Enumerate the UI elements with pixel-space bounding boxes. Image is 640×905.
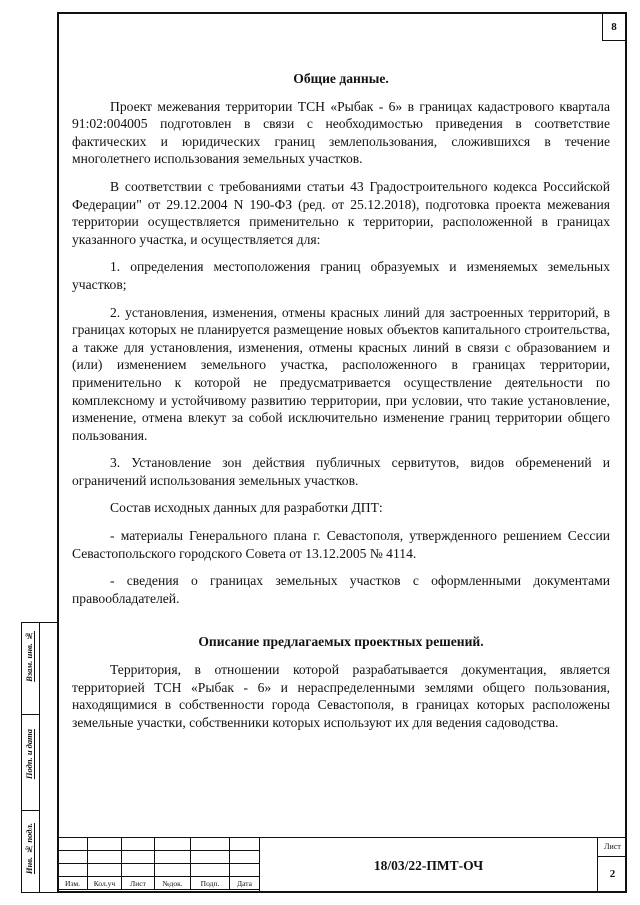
paragraph: Территория, в отношении которой разрабатывается документация, является территорией ТСН «Рыбак - 6» и нераспределенными землями общего пользования, находящимися в собственности города Севастополя, в границах которых расположены земельные участки, собственники которых используют их для ведения садоводства. [72,662,610,730]
title-block [57,837,627,893]
col-label: Лист [122,877,155,890]
revision-table [57,837,260,890]
document-code: 18/03/22-ПМТ-ОЧ [259,837,597,893]
section-title-proposals: Описание предлагаемых проектных решений. [198,634,484,650]
sheet-label: Лист [598,838,627,857]
side-label-replacement-inv: Взам. инв. № [24,631,34,682]
sheet-box [597,837,627,893]
document-body [72,70,610,741]
paragraph: 2. установления, изменения, отмены красных линий для застроенных территорий, в границах которых не планируется размещение новых объектов капитального строительства, а также для установления, изменения, отмены красных линий в связи с образованием и (или) изменением земельного участка, расположенного в границах территории, применительно к которой не предусматривается осуществление деятельности по комплексному и устойчивому развитию территории, при условии, что такие установление, изменение, отмена влекут за собой исключительно изменение границ территории общего пользования. [72,304,610,443]
paragraph: В соответствии с требованиями статьи 43 Градостроительного кодекса Российской Федерации" от 29.12.2004 N 190-ФЗ (ред. от 25.12.2018), подготовка проекта межевания территории осуществляется применительно к территории, расположенной в границах указанного участка, и осуществляется для: [72,178,610,247]
col-label: Изм. [58,877,88,890]
page-frame [57,12,627,893]
side-stamp [21,622,57,893]
side-label-signature-date: Подп. и дата [24,729,34,780]
col-label: Дата [230,877,260,890]
paragraph: 1. определения местоположения границ образуемых и изменяемых земельных участков; [72,259,610,292]
paragraph: Проект межевания территории ТСН «Рыбак - 6» в границах кадастрового квартала 91:02:004005 подготовлен в связи с необходимостью приведения в соответствие фактических и юридических границ землепользования, сложившихся в течение многолетнего использования земельных участков. [72,98,610,167]
top-sheet-number: 8 [602,14,625,41]
paragraph: 3. Установление зон действия публичных сервитутов, видов обременений и ограничений использования земельных участков. [72,455,610,488]
sheet-number: 2 [609,868,616,880]
col-label: №док. [155,877,191,890]
col-label: Подп. [191,877,230,890]
paragraph: - сведения о границах земельных участков с оформленными документами правообладателей. [72,573,610,606]
side-label-original-inv: Инв. № подл. [24,823,34,875]
section-title-general: Общие данные. [293,71,389,86]
paragraph: Состав исходных данных для разработки ДПТ: [110,500,383,516]
col-label: Кол.уч [88,877,122,890]
paragraph: - материалы Генерального плана г. Севастополя, утвержденного решением Сессии Севастопольского городского Совета от 13.12.2005 № 4114. [72,528,610,561]
